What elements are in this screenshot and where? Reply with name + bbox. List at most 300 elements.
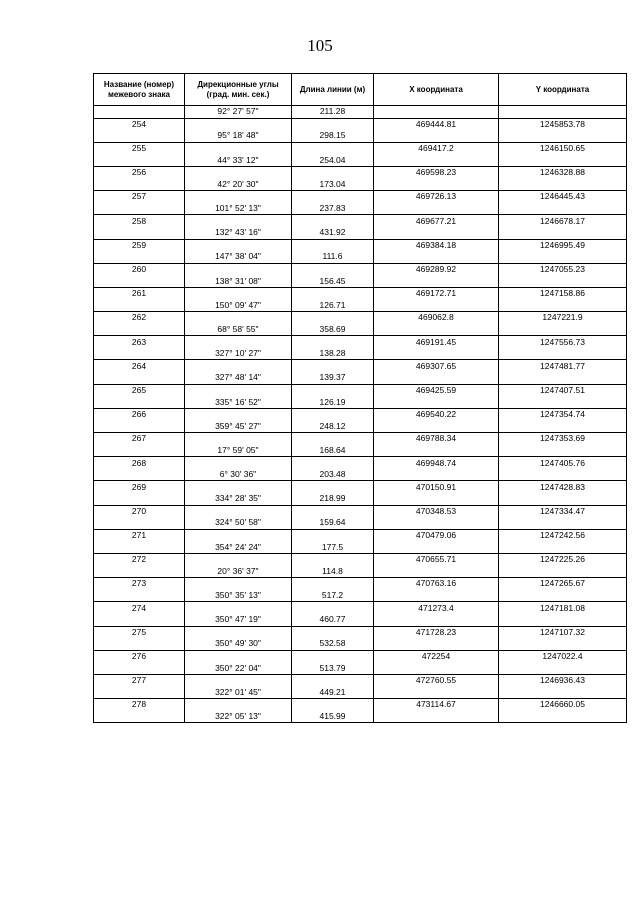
cell-x: 469191.45 <box>374 336 499 348</box>
table-body <box>94 106 627 723</box>
cell-length: 177.5 <box>292 541 374 553</box>
cell-name <box>94 590 185 602</box>
cell-length: 248.12 <box>292 420 374 432</box>
cell-name <box>94 662 185 674</box>
table-row <box>94 445 627 457</box>
cell-length: 126.71 <box>292 300 374 312</box>
table-row <box>94 711 627 723</box>
cell-angle <box>185 142 292 154</box>
cell-x <box>374 130 499 142</box>
table-row <box>94 263 627 275</box>
cell-name <box>94 541 185 553</box>
cell-length <box>292 142 374 154</box>
cell-x: 470763.16 <box>374 578 499 590</box>
cell-y: 1247242.56 <box>499 529 627 541</box>
cell-angle <box>185 433 292 445</box>
table-row <box>94 336 627 348</box>
cell-name: 266 <box>94 408 185 420</box>
cell-name: 275 <box>94 626 185 638</box>
cell-name <box>94 493 185 505</box>
cell-angle <box>185 699 292 711</box>
cell-angle <box>185 626 292 638</box>
cell-y: 1247353.69 <box>499 433 627 445</box>
table-row <box>94 614 627 626</box>
cell-x <box>374 179 499 191</box>
cell-x <box>374 251 499 263</box>
cell-angle: 17° 59' 05" <box>185 445 292 457</box>
cell-length: 159.64 <box>292 517 374 529</box>
cell-name <box>94 275 185 287</box>
table-row <box>94 118 627 130</box>
cell-y <box>499 154 627 166</box>
cell-angle: 68° 58' 55" <box>185 324 292 336</box>
cell-x: 469788.34 <box>374 433 499 445</box>
cell-length <box>292 674 374 686</box>
cell-length: 203.48 <box>292 469 374 481</box>
table-row <box>94 674 627 686</box>
cell-x <box>374 614 499 626</box>
cell-x: 469444.81 <box>374 118 499 130</box>
cell-angle <box>185 239 292 251</box>
cell-y: 1247407.51 <box>499 384 627 396</box>
table-row <box>94 191 627 203</box>
table-row <box>94 662 627 674</box>
table-row <box>94 457 627 469</box>
cell-length <box>292 287 374 299</box>
cell-length: 156.45 <box>292 275 374 287</box>
cell-angle: 95° 18' 48" <box>185 130 292 142</box>
cell-angle: 20° 36' 37" <box>185 566 292 578</box>
cell-name <box>94 420 185 432</box>
cell-length: 126.19 <box>292 396 374 408</box>
header-angles: Дирекционные углы (град. мин. сек.) <box>185 74 292 106</box>
cell-y <box>499 203 627 215</box>
cell-name <box>94 517 185 529</box>
cell-name: 262 <box>94 312 185 324</box>
cell-y <box>499 662 627 674</box>
cell-y <box>499 711 627 723</box>
cell-x <box>374 517 499 529</box>
cell-angle: 101° 52' 13" <box>185 203 292 215</box>
cell-y: 1246328.88 <box>499 166 627 178</box>
cell-length: 460.77 <box>292 614 374 626</box>
table-row <box>94 541 627 553</box>
table-row <box>94 529 627 541</box>
boundary-coordinates-table <box>93 73 627 723</box>
cell-y: 1246678.17 <box>499 215 627 227</box>
cell-x <box>374 154 499 166</box>
cell-length <box>292 336 374 348</box>
cell-name <box>94 348 185 360</box>
table-row <box>94 287 627 299</box>
table-row <box>94 578 627 590</box>
cell-length: 211.28 <box>292 106 374 119</box>
cell-angle <box>185 529 292 541</box>
cell-name: 268 <box>94 457 185 469</box>
cell-x <box>374 445 499 457</box>
cell-name: 254 <box>94 118 185 130</box>
cell-name: 276 <box>94 650 185 662</box>
cell-x: 472254 <box>374 650 499 662</box>
cell-x: 469417.2 <box>374 142 499 154</box>
cell-x: 470348.53 <box>374 505 499 517</box>
cell-y: 1246150.65 <box>499 142 627 154</box>
cell-name <box>94 227 185 239</box>
table-row <box>94 130 627 142</box>
table-row <box>94 469 627 481</box>
table-row <box>94 566 627 578</box>
cell-angle: 359° 45' 27" <box>185 420 292 432</box>
cell-angle <box>185 384 292 396</box>
cell-x <box>374 493 499 505</box>
cell-name <box>94 638 185 650</box>
cell-x <box>374 711 499 723</box>
cell-y <box>499 372 627 384</box>
cell-name: 278 <box>94 699 185 711</box>
cell-angle <box>185 118 292 130</box>
cell-angle: 327° 48' 14" <box>185 372 292 384</box>
cell-angle: 92° 27' 57" <box>185 106 292 119</box>
cell-y: 1247107.32 <box>499 626 627 638</box>
cell-x: 469726.13 <box>374 191 499 203</box>
cell-y <box>499 324 627 336</box>
cell-x: 469062.8 <box>374 312 499 324</box>
cell-length: 139.37 <box>292 372 374 384</box>
cell-length: 415.99 <box>292 711 374 723</box>
cell-angle <box>185 553 292 565</box>
cell-y <box>499 687 627 699</box>
cell-x: 473114.67 <box>374 699 499 711</box>
table-row <box>94 396 627 408</box>
cell-length: 168.64 <box>292 445 374 457</box>
cell-x <box>374 300 499 312</box>
cell-length <box>292 384 374 396</box>
table-row <box>94 166 627 178</box>
cell-name <box>94 469 185 481</box>
cell-name: 258 <box>94 215 185 227</box>
cell-angle: 132° 43' 16" <box>185 227 292 239</box>
cell-y <box>499 445 627 457</box>
cell-name: 274 <box>94 602 185 614</box>
cell-angle: 147° 38' 04" <box>185 251 292 263</box>
cell-y <box>499 179 627 191</box>
cell-name <box>94 566 185 578</box>
cell-name <box>94 203 185 215</box>
cell-name: 257 <box>94 191 185 203</box>
cell-y: 1246936.43 <box>499 674 627 686</box>
cell-x <box>374 106 499 119</box>
cell-x <box>374 203 499 215</box>
cell-y: 1247158.86 <box>499 287 627 299</box>
cell-length <box>292 118 374 130</box>
cell-x: 469540.22 <box>374 408 499 420</box>
cell-x <box>374 372 499 384</box>
cell-length <box>292 699 374 711</box>
table-row <box>94 215 627 227</box>
cell-x: 469598.23 <box>374 166 499 178</box>
table-row <box>94 687 627 699</box>
cell-length: 449.21 <box>292 687 374 699</box>
cell-name: 270 <box>94 505 185 517</box>
table-row <box>94 638 627 650</box>
cell-y: 1246445.43 <box>499 191 627 203</box>
cell-angle <box>185 215 292 227</box>
table-row <box>94 324 627 336</box>
cell-length: 431.92 <box>292 227 374 239</box>
cell-name: 269 <box>94 481 185 493</box>
cell-y: 1247481.77 <box>499 360 627 372</box>
cell-x: 469172.71 <box>374 287 499 299</box>
table-row <box>94 348 627 360</box>
cell-angle <box>185 505 292 517</box>
cell-x <box>374 420 499 432</box>
table-row <box>94 505 627 517</box>
table-row <box>94 408 627 420</box>
cell-length: 237.83 <box>292 203 374 215</box>
cell-angle: 350° 47' 19" <box>185 614 292 626</box>
cell-name: 264 <box>94 360 185 372</box>
cell-angle <box>185 481 292 493</box>
cell-angle <box>185 674 292 686</box>
cell-x <box>374 227 499 239</box>
cell-name <box>94 251 185 263</box>
cell-x: 471728.23 <box>374 626 499 638</box>
cell-y: 1247221.9 <box>499 312 627 324</box>
cell-angle <box>185 360 292 372</box>
cell-y: 1247225.26 <box>499 553 627 565</box>
table-row <box>94 626 627 638</box>
cell-name: 263 <box>94 336 185 348</box>
cell-y <box>499 420 627 432</box>
cell-y <box>499 106 627 119</box>
cell-angle: 334° 28' 35" <box>185 493 292 505</box>
cell-length <box>292 360 374 372</box>
cell-angle: 335° 16' 52" <box>185 396 292 408</box>
cell-angle: 350° 22' 04" <box>185 662 292 674</box>
cell-name: 265 <box>94 384 185 396</box>
cell-angle: 350° 49' 30" <box>185 638 292 650</box>
cell-length <box>292 529 374 541</box>
cell-name <box>94 445 185 457</box>
cell-angle: 350° 35' 13" <box>185 590 292 602</box>
cell-angle <box>185 408 292 420</box>
cell-length <box>292 263 374 275</box>
cell-y <box>499 638 627 650</box>
cell-name: 261 <box>94 287 185 299</box>
cell-length <box>292 408 374 420</box>
cell-length <box>292 191 374 203</box>
cell-x <box>374 396 499 408</box>
cell-y <box>499 396 627 408</box>
cell-y: 1247265.67 <box>499 578 627 590</box>
cell-length <box>292 553 374 565</box>
table-row <box>94 384 627 396</box>
cell-length <box>292 481 374 493</box>
cell-x <box>374 687 499 699</box>
table-row <box>94 239 627 251</box>
cell-length <box>292 215 374 227</box>
cell-name <box>94 372 185 384</box>
table-row <box>94 650 627 662</box>
cell-name <box>94 300 185 312</box>
cell-y <box>499 590 627 602</box>
cell-x: 469307.65 <box>374 360 499 372</box>
cell-x <box>374 469 499 481</box>
cell-x <box>374 662 499 674</box>
cell-y <box>499 614 627 626</box>
cell-y <box>499 566 627 578</box>
header-x: X координата <box>374 74 499 106</box>
cell-x <box>374 566 499 578</box>
cell-angle <box>185 602 292 614</box>
table-row <box>94 433 627 445</box>
cell-x: 470150.91 <box>374 481 499 493</box>
cell-length <box>292 312 374 324</box>
cell-x: 469425.59 <box>374 384 499 396</box>
cell-length: 298.15 <box>292 130 374 142</box>
cell-length <box>292 650 374 662</box>
cell-length: 358.69 <box>292 324 374 336</box>
cell-angle: 327° 10' 27" <box>185 348 292 360</box>
table-row <box>94 493 627 505</box>
table-row <box>94 251 627 263</box>
cell-y: 1247055.23 <box>499 263 627 275</box>
cell-x: 469289.92 <box>374 263 499 275</box>
cell-y <box>499 348 627 360</box>
cell-angle: 138° 31' 08" <box>185 275 292 287</box>
table-row <box>94 481 627 493</box>
cell-angle: 324° 50' 58" <box>185 517 292 529</box>
cell-x <box>374 638 499 650</box>
table-row <box>94 227 627 239</box>
cell-y: 1247556.73 <box>499 336 627 348</box>
cell-y: 1245853.78 <box>499 118 627 130</box>
table-row <box>94 553 627 565</box>
cell-angle <box>185 263 292 275</box>
cell-y: 1247334.47 <box>499 505 627 517</box>
cell-length <box>292 239 374 251</box>
table-row <box>94 142 627 154</box>
cell-angle <box>185 287 292 299</box>
cell-angle: 322° 01' 45" <box>185 687 292 699</box>
cell-x: 471273.4 <box>374 602 499 614</box>
table-row <box>94 590 627 602</box>
cell-y: 1247428.83 <box>499 481 627 493</box>
cell-name: 256 <box>94 166 185 178</box>
cell-angle: 44° 33' 12" <box>185 154 292 166</box>
cell-name <box>94 130 185 142</box>
cell-x <box>374 275 499 287</box>
cell-x: 470655.71 <box>374 553 499 565</box>
table-row <box>94 106 627 119</box>
cell-name: 260 <box>94 263 185 275</box>
cell-x: 469384.18 <box>374 239 499 251</box>
cell-angle <box>185 336 292 348</box>
cell-length: 138.28 <box>292 348 374 360</box>
cell-x: 469948.74 <box>374 457 499 469</box>
cell-length <box>292 457 374 469</box>
cell-length: 254.04 <box>292 154 374 166</box>
cell-length <box>292 433 374 445</box>
cell-length: 173.04 <box>292 179 374 191</box>
cell-x <box>374 348 499 360</box>
cell-x <box>374 590 499 602</box>
table-header <box>94 74 627 106</box>
cell-y: 1247405.76 <box>499 457 627 469</box>
cell-angle <box>185 166 292 178</box>
page-number: 105 <box>307 36 333 55</box>
cell-length: 111.6 <box>292 251 374 263</box>
cell-name <box>94 711 185 723</box>
table-row <box>94 275 627 287</box>
table-row <box>94 312 627 324</box>
cell-x: 469677.21 <box>374 215 499 227</box>
cell-y <box>499 300 627 312</box>
cell-name <box>94 396 185 408</box>
header-length: Длина линии (м) <box>292 74 374 106</box>
cell-y: 1246995.49 <box>499 239 627 251</box>
cell-length <box>292 578 374 590</box>
cell-angle <box>185 457 292 469</box>
cell-y <box>499 541 627 553</box>
cell-y <box>499 517 627 529</box>
cell-angle <box>185 578 292 590</box>
table-row <box>94 179 627 191</box>
cell-angle: 354° 24' 24" <box>185 541 292 553</box>
cell-angle <box>185 312 292 324</box>
table-row <box>94 517 627 529</box>
table-row <box>94 360 627 372</box>
cell-y <box>499 227 627 239</box>
cell-name: 255 <box>94 142 185 154</box>
cell-y: 1247181.08 <box>499 602 627 614</box>
cell-length: 532.58 <box>292 638 374 650</box>
cell-y <box>499 275 627 287</box>
cell-y <box>499 493 627 505</box>
cell-name: 277 <box>94 674 185 686</box>
cell-name <box>94 324 185 336</box>
cell-y <box>499 469 627 481</box>
cell-name: 267 <box>94 433 185 445</box>
cell-angle <box>185 650 292 662</box>
cell-y <box>499 251 627 263</box>
cell-length: 517.2 <box>292 590 374 602</box>
table-row <box>94 602 627 614</box>
header-name: Название (номер) межевого знака <box>94 74 185 106</box>
cell-name <box>94 687 185 699</box>
cell-name <box>94 179 185 191</box>
header-y: Y координата <box>499 74 627 106</box>
cell-angle: 150° 09' 47" <box>185 300 292 312</box>
cell-length: 218.99 <box>292 493 374 505</box>
cell-angle: 322° 05' 13" <box>185 711 292 723</box>
cell-y: 1247354.74 <box>499 408 627 420</box>
cell-length <box>292 505 374 517</box>
cell-length <box>292 166 374 178</box>
cell-name: 259 <box>94 239 185 251</box>
table-row <box>94 420 627 432</box>
cell-name <box>94 106 185 119</box>
cell-name <box>94 614 185 626</box>
cell-length <box>292 602 374 614</box>
cell-angle <box>185 191 292 203</box>
cell-name: 271 <box>94 529 185 541</box>
cell-x <box>374 324 499 336</box>
cell-length: 114.8 <box>292 566 374 578</box>
cell-x: 472760.55 <box>374 674 499 686</box>
table-row <box>94 372 627 384</box>
table-row <box>94 154 627 166</box>
